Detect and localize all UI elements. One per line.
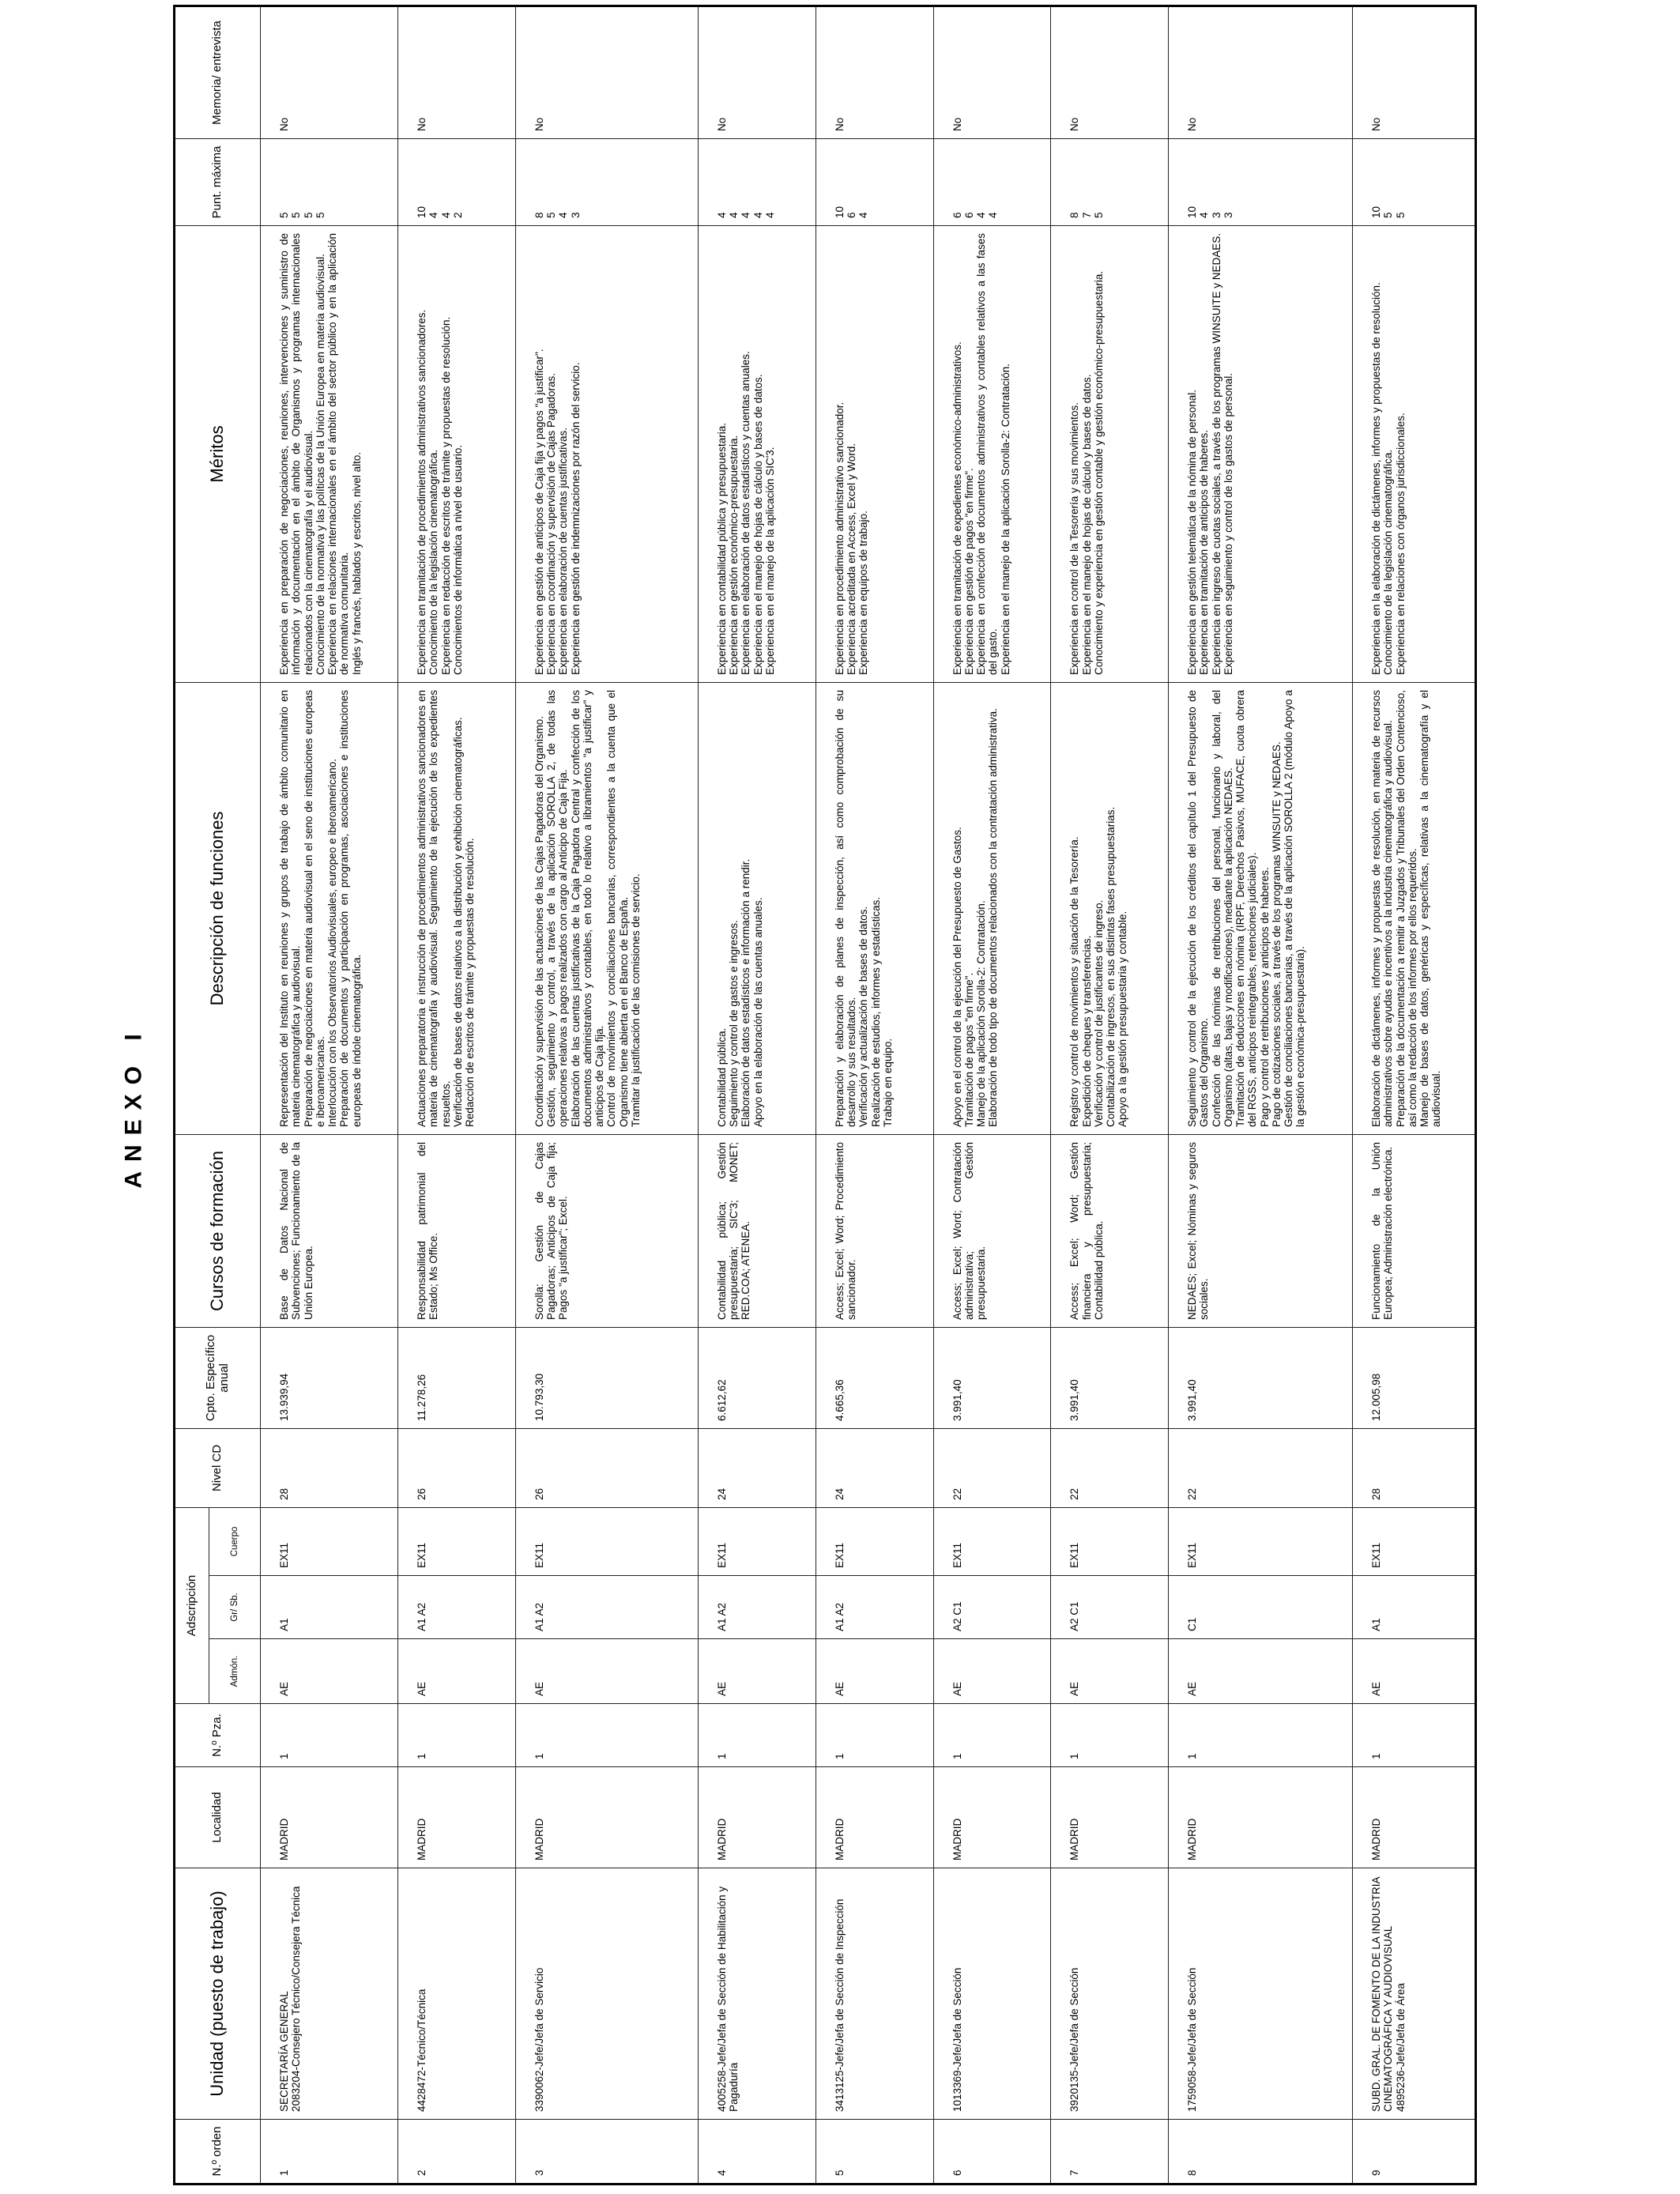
table-row	[933, 6, 1051, 2184]
cell-memoria: No	[398, 6, 516, 138]
punt-line: 4	[751, 212, 764, 218]
descripcion-line: Actuaciones preparatoria e instrucción de procedimientos administrativos sancionadores en materia de cinematografía y audiovisual. Seguimiento de la ejecución de los expedientes resueltos.	[416, 689, 452, 1127]
cell-cpto: 4.665,36	[816, 1327, 933, 1428]
cell-nivel: 28	[1353, 1428, 1476, 1507]
cell-nivel: 22	[1051, 1428, 1169, 1507]
header-grsb: Gr/ Sb.	[209, 1576, 261, 1639]
meritos-line: Experiencia en gestión de indemnizaciones por razón del servicio.	[569, 362, 582, 675]
descripcion-line: Trabajo en equipo.	[881, 1038, 894, 1127]
cell-npza: 1	[1353, 1704, 1476, 1767]
cell-memoria: No	[1169, 6, 1353, 138]
cell-cpto: 13.939,94	[261, 1327, 398, 1428]
meritos-line: Experiencia en gestión de anticipos de Caja fija y pagos "a justificar".	[533, 349, 545, 675]
unidad-line: 4428472-Técnico/Técnica	[416, 1989, 428, 2112]
cell-admon: AE	[398, 1639, 516, 1704]
descripcion-line: Interlocución con los Observatorios Audiovisuales, europeo e iberoamericano.	[326, 758, 338, 1127]
cell-punt	[1051, 138, 1169, 225]
cell-orden: 3	[515, 2120, 698, 2185]
descripcion-line: Control de movimientos y conciliaciones bancarias, correspondientes a la cuenta que el Organismo tiene abierta en el Banco de España.	[605, 689, 630, 1127]
cell-meritos	[933, 225, 1051, 682]
descripcion-line: Elaboración de las cuentas justificativas de la Caja Pagadora Central y confección de los documentos administrativos y contables, en todo lo relativo a libramientos "a justificar" y anticipos de Caja fija.	[569, 689, 606, 1127]
cell-grsb: A1 A2	[515, 1576, 698, 1639]
cell-cpto: 3.991,40	[1051, 1327, 1169, 1428]
cell-cuerpo: EX11	[515, 1507, 698, 1575]
table-row	[1051, 6, 1169, 2184]
punt-line: 2	[451, 212, 464, 218]
cell-grsb: A1 A2	[398, 1576, 516, 1639]
cell-meritos	[398, 225, 516, 682]
meritos-line: Experiencia en procedimiento administrativo sancionador.	[833, 401, 846, 675]
cell-npza: 1	[698, 1704, 816, 1767]
cell-cursos: Sorolla: Gestión de Cajas Pagadoras; Anticipos de Caja fija; Pagos "a justificar"; Excel.	[515, 1134, 698, 1327]
cell-orden: 1	[261, 2120, 398, 2185]
meritos-line: Inglés y francés, hablados y escritos, nivel alto.	[350, 451, 363, 675]
cell-npza: 1	[1169, 1704, 1353, 1767]
punt-line: 4	[987, 212, 1000, 218]
cell-memoria: No	[698, 6, 816, 138]
cell-npza: 1	[515, 1704, 698, 1767]
cell-localidad: MADRID	[515, 1767, 698, 1868]
punt-line: 4	[728, 212, 740, 218]
meritos-line: Experiencia en control de la Tesorería y sus movimientos.	[1068, 402, 1081, 675]
meritos-line: Experiencia en coordinación y supervisión de Cajas Pagadoras.	[545, 372, 558, 675]
cell-admon: AE	[933, 1639, 1051, 1704]
vacancy-table	[173, 5, 1477, 2185]
cell-cuerpo: EX11	[1169, 1507, 1353, 1575]
punt-line: 4	[740, 212, 752, 218]
document-title-text: ANEXO I	[121, 1024, 148, 1189]
cell-npza: 1	[398, 1704, 516, 1767]
unidad-line: 3920135-Jefe/Jefa de Sección	[1068, 1967, 1081, 2112]
descripcion-line: Preparación y elaboración de planes de inspección, así como comprobación de su desarrollo y sus resultados.	[833, 689, 857, 1127]
cell-orden: 7	[1051, 2120, 1169, 2185]
table-row	[398, 6, 516, 2184]
cell-memoria: No	[261, 6, 398, 138]
table-row	[816, 6, 933, 2184]
header-unidad: Unidad (puesto de trabajo)	[175, 1868, 261, 2120]
header-localidad: Localidad	[175, 1767, 261, 1868]
header-npza: N.º Pza.	[175, 1704, 261, 1767]
cell-grsb: A2 C1	[1051, 1576, 1169, 1639]
cell-descripcion	[1051, 682, 1169, 1134]
punt-line: 4	[763, 212, 776, 218]
meritos-line: Experiencia en redacción de escritos de trámite y propuestas de resolución.	[439, 316, 452, 675]
descripcion-line: Representación del Instituto en reuniones y grupos de trabajo de ámbito comunitario en materia cinematográfica y audiovisual.	[278, 689, 303, 1127]
descripcion-line: Preparación de negociaciones en materia audiovisual en el seno de instituciones europeas e iberoamericanas.	[302, 689, 326, 1127]
descripcion-line: Apoyo a la gestión presupuestaria y contable.	[1117, 910, 1129, 1127]
cell-admon: AE	[1353, 1639, 1476, 1704]
cell-punt	[1353, 138, 1476, 225]
cell-admon: AE	[816, 1639, 933, 1704]
cell-cuerpo: EX11	[816, 1507, 933, 1575]
cell-cuerpo: EX11	[1353, 1507, 1476, 1575]
cell-nivel: 26	[398, 1428, 516, 1507]
header-adscripcion: Adscripción	[175, 1507, 209, 1703]
descripcion-line: Preparación de la documentación a remitir a Juzgados y Tribunales del Orden Contencioso, así como la redacción de los informes por ellos requeridos.	[1394, 689, 1418, 1127]
cell-descripcion	[698, 682, 816, 1134]
cell-localidad: MADRID	[698, 1767, 816, 1868]
cell-cuerpo: EX11	[933, 1507, 1051, 1575]
meritos-line: Conocimiento de la legislación cinematográfica.	[428, 449, 440, 675]
descripcion-line: Pago de cotizaciones sociales, a través de los programas WINSUITE y NEDAES.	[1270, 741, 1283, 1127]
descripcion-line: Elaboración de datos estadísticos e información a rendir.	[740, 858, 752, 1127]
punt-line: 5	[545, 212, 558, 218]
punt-line: 3	[569, 212, 582, 218]
cell-unidad	[933, 1868, 1051, 2120]
meritos-line: Conocimiento de la legislación cinematográfica.	[1382, 449, 1395, 675]
descripcion-line: Confección de las nóminas de retribuciones del personal, funcionario y laboral, del Organismo (altas, bajas y modificaciones), mediante la aplicación NEDAES.	[1210, 689, 1234, 1127]
cell-unidad	[698, 1868, 816, 2120]
cell-grsb: A2 C1	[933, 1576, 1051, 1639]
cell-nivel: 24	[816, 1428, 933, 1507]
header-cursos: Cursos de formación	[175, 1134, 261, 1327]
cell-npza: 1	[933, 1704, 1051, 1767]
punt-line: 4	[428, 212, 440, 218]
unidad-line: 3390062-Jefe/Jefa de Servicio	[533, 1967, 545, 2112]
cell-meritos	[1169, 225, 1353, 682]
cell-admon: AE	[1051, 1639, 1169, 1704]
cell-punt	[1169, 138, 1353, 225]
meritos-line: Experiencia en tramitación de anticipos de haberes.	[1198, 430, 1211, 675]
table-row	[698, 6, 816, 2184]
descripcion-line: Elaboración de dictámenes, informes y propuestas de resolución, en materia de recursos administrativos sobre ayudas e incentivos a la industria cinematográfica y audiovisual.	[1370, 689, 1395, 1127]
unidad-line: 4895236-Jefe/Jefa de Área	[1394, 1983, 1407, 2112]
cell-meritos	[515, 225, 698, 682]
punt-line: 10	[416, 205, 428, 218]
punt-line: 4	[715, 212, 728, 218]
descripcion-line: Preparación de documentos y participación en programas, asociaciones e instituciones europeas de índole cinematográfica.	[338, 689, 363, 1127]
cell-grsb: A1 A2	[816, 1576, 933, 1639]
cell-cpto: 10.793,30	[515, 1327, 698, 1428]
cell-memoria: No	[933, 6, 1051, 138]
descripcion-line: Contabilidad pública.	[715, 1027, 728, 1127]
header-cpto: Cpto. Específico anual	[175, 1327, 261, 1428]
punt-line: 4	[857, 212, 870, 218]
cell-punt	[698, 138, 816, 225]
meritos-line: Conocimientos de informática a nivel de usuario.	[451, 444, 464, 675]
cell-localidad: MADRID	[1353, 1767, 1476, 1868]
punt-line: 5	[1092, 212, 1105, 218]
punt-line: 8	[533, 212, 545, 218]
meritos-line: Experiencia en la elaboración de dictámenes, informes y propuestas de resolución.	[1370, 282, 1383, 675]
cell-npza: 1	[816, 1704, 933, 1767]
meritos-line: Conocimiento de la normativa y las políticas de la Unión Europea en materia audiovisual.	[314, 254, 326, 675]
descripcion-line: Apoyo en el control de la ejecución del Presupuesto de Gastos.	[951, 827, 963, 1127]
cell-meritos	[816, 225, 933, 682]
header-nivel: Nivel CD	[175, 1428, 261, 1507]
punt-line: 8	[1068, 212, 1081, 218]
meritos-line: Experiencia en el manejo de hojas de cálculo y bases de datos.	[1080, 374, 1093, 675]
cell-descripcion	[261, 682, 398, 1134]
cell-cpto: 11.278,26	[398, 1327, 516, 1428]
cell-orden: 2	[398, 2120, 516, 2185]
meritos-line: Experiencia en tramitación de expedientes económico-administrativos.	[951, 341, 963, 675]
cell-punt	[933, 138, 1051, 225]
descripcion-line: Verificación y control de justificantes de ingreso.	[1092, 899, 1105, 1127]
meritos-line: Experiencia en elaboración de cuentas justificativas.	[557, 428, 570, 675]
descripcion-line: Gestión de conciliaciones bancarias, a través de la aplicación SOROLLA 2 (módulo Apoyo a la gestión económica-presupuestaria).	[1283, 689, 1307, 1127]
meritos-line: Conocimiento y experiencia en gestión contable y gestión económico-presupuestaria.	[1092, 270, 1105, 675]
cell-cuerpo: EX11	[398, 1507, 516, 1575]
descripcion-line: Tramitación de pagos "en firme".	[962, 972, 975, 1127]
punt-line: 4	[439, 212, 452, 218]
header-admon: Admón.	[209, 1639, 261, 1704]
table-frame	[173, 7, 1477, 2185]
meritos-line: Experiencia en gestión económico-presupuestaria.	[728, 435, 740, 675]
descripcion-line: Manejo de la aplicación Sorolla-2: Contratación.	[975, 900, 988, 1127]
descripcion-line: Tramitación de deducciones en nómina (IRPF, Derechos Pasivos, MUFACE, cuota obrera del RGSS, anticipos reintegrables, retenciones judiciales).	[1234, 689, 1259, 1127]
cell-grsb: A1	[1353, 1576, 1476, 1639]
unidad-line: 3413125-Jefe/Jefa de Sección de Inspección	[833, 1898, 846, 2112]
punt-line: 4	[1198, 212, 1211, 218]
cell-admon: AE	[261, 1639, 398, 1704]
cell-descripcion	[398, 682, 516, 1134]
punt-line: 6	[846, 212, 857, 218]
cell-orden: 4	[698, 2120, 816, 2185]
cell-unidad	[1353, 1868, 1476, 2120]
meritos-line: Experiencia en el manejo de la aplicación SIC'3.	[763, 447, 776, 675]
unidad-line: 4005258-Jefe/Jefa de Sección de Habilitación y Pagaduría	[715, 1886, 740, 2112]
meritos-line: Experiencia en elaboración de datos estadísticos y cuentas anuales.	[740, 351, 752, 675]
cell-meritos	[261, 225, 398, 682]
header-memoria: Memoria/ entrevista	[175, 6, 261, 138]
cell-orden: 9	[1353, 2120, 1476, 2185]
meritos-line: Experiencia en contabilidad pública y presupuestaria.	[715, 423, 728, 675]
table-row	[1353, 6, 1476, 2184]
cell-punt	[398, 138, 516, 225]
document-title	[111, 1024, 158, 1189]
descripcion-line: Contabilización de ingresos, en sus distintas fases presupuestarias.	[1105, 806, 1117, 1127]
table-row	[261, 6, 398, 2184]
cell-cuerpo: EX11	[261, 1507, 398, 1575]
cell-localidad: MADRID	[816, 1767, 933, 1868]
cell-unidad	[1051, 1868, 1169, 2120]
meritos-line: Experiencia en preparación de negociaciones, reuniones, intervenciones y suministro de información y documentación en el ámbito de Organismos y programas internacionales relacionados con la cinematografía y el audiovisual.	[278, 232, 315, 675]
header-meritos: Méritos	[175, 225, 261, 682]
cell-unidad	[398, 1868, 516, 2120]
meritos-line: Experiencia en el manejo de hojas de cálculo y bases de datos.	[751, 374, 764, 675]
meritos-line: Experiencia en equipos de trabajo.	[857, 511, 870, 675]
descripcion-line: Registro y control de movimientos y situación de la Tesorería.	[1068, 836, 1081, 1127]
cell-cursos: NEDAES; Excel; Nóminas y seguros sociales.	[1169, 1134, 1353, 1327]
cell-localidad: MADRID	[1169, 1767, 1353, 1868]
cell-localidad: MADRID	[261, 1767, 398, 1868]
cell-orden: 6	[933, 2120, 1051, 2185]
descripcion-line: Redacción de escritos de trámite y propuestas de resolución.	[464, 838, 477, 1127]
header-cuerpo: Cuerpo	[209, 1507, 261, 1575]
meritos-line: Experiencia en confección de documentos administrativos y contables relativos a las fases del gasto.	[975, 232, 1000, 675]
cell-descripcion	[1169, 682, 1353, 1134]
cell-punt	[816, 138, 933, 225]
punt-line: 6	[951, 212, 963, 218]
cell-cursos: Contabilidad pública; Gestión presupuestaria; SIC'3; MONET; RED.COA; ATENEA.	[698, 1134, 816, 1327]
unidad-line: SUBD. GRAL. DE FOMENTO DE LA INDUSTRIA CINEMATOGRÁFICA Y AUDIOVISUAL	[1370, 1877, 1395, 2112]
cell-grsb: A1 A2	[698, 1576, 816, 1639]
cell-cpto: 3.991,40	[1169, 1327, 1353, 1428]
cell-unidad	[261, 1868, 398, 2120]
descripcion-line: Pago y control de retribuciones y anticipos de haberes.	[1258, 867, 1271, 1127]
punt-line: 5	[302, 212, 315, 218]
meritos-line: Experiencia en relaciones internacionales en el ámbito del sector público y en la aplicación de normativa comunitaria.	[326, 232, 351, 675]
punt-line: 10	[833, 205, 846, 218]
cell-unidad	[816, 1868, 933, 2120]
header-descripcion: Descripción de funciones	[175, 682, 261, 1134]
cell-punt	[515, 138, 698, 225]
punt-line: 3	[1222, 212, 1234, 218]
cell-cpto: 3.991,40	[933, 1327, 1051, 1428]
cell-localidad: MADRID	[933, 1767, 1051, 1868]
cell-cursos: Access; Excel; Word; Contratación administrativa; Gestión presupuestaria.	[933, 1134, 1051, 1327]
meritos-line: Experiencia acreditada en Access, Excel y Word.	[846, 443, 857, 675]
punt-line: 6	[962, 212, 975, 218]
punt-line: 10	[1186, 205, 1199, 218]
punt-line: 5	[278, 212, 290, 218]
descripcion-line: Realización de estudios, informes y estadísticas.	[869, 896, 882, 1127]
cell-nivel: 26	[515, 1428, 698, 1507]
cell-cursos: Base de Datos Nacional de Subvenciones; Funcionamiento de la Unión Europea.	[261, 1134, 398, 1327]
punt-line: 10	[1370, 205, 1383, 218]
descripcion-line: Verificación de bases de datos relativos a la distribución y exhibición cinematográficas.	[451, 717, 464, 1127]
descripcion-line: Tramitar la justificación de las comisiones de servicio.	[629, 873, 642, 1127]
cell-meritos	[1051, 225, 1169, 682]
cell-cpto: 6.612,62	[698, 1327, 816, 1428]
table-row	[1169, 6, 1353, 2184]
cell-memoria: No	[515, 6, 698, 138]
cell-memoria: No	[1051, 6, 1169, 138]
header-orden: N.º orden	[175, 2120, 261, 2185]
cell-grsb: C1	[1169, 1576, 1353, 1639]
cell-localidad: MADRID	[398, 1767, 516, 1868]
descripcion-line: Verificación y actualización de bases de datos.	[857, 906, 870, 1127]
meritos-line: Experiencia en seguimiento y control de los gastos de personal.	[1222, 372, 1234, 675]
cell-cursos: Access; Excel; Word; Procedimiento sancionador.	[816, 1134, 933, 1327]
table-row	[515, 6, 698, 2184]
cell-admon: AE	[698, 1639, 816, 1704]
punt-line: 5	[314, 212, 326, 218]
unidad-line: 1759058-Jefe/Jefa de Sección	[1186, 1967, 1199, 2112]
cell-cpto: 12.005,98	[1353, 1327, 1476, 1428]
header-punt: Punt. máxima	[175, 138, 261, 225]
cell-grsb: A1	[261, 1576, 398, 1639]
meritos-line: Experiencia en ingreso de cuotas sociales, a través de los programas WINSUITE y NEDAES.	[1210, 232, 1222, 675]
meritos-line: Experiencia en relaciones con órganos jurisdiccionales.	[1394, 413, 1407, 675]
punt-line: 5	[1382, 212, 1395, 218]
cell-admon: AE	[1169, 1639, 1353, 1704]
cell-nivel: 24	[698, 1428, 816, 1507]
cell-admon: AE	[515, 1639, 698, 1704]
descripcion-line: Expedición de cheques y transferencias.	[1080, 935, 1093, 1127]
descripcion-line: Gestión, seguimiento y control, a través de la aplicación SOROLLA 2, de todas las operaciones relativas a pagos realizados con cargo al Anticipo de Caja Fija.	[545, 689, 570, 1127]
punt-line: 5	[290, 212, 303, 218]
cell-meritos	[698, 225, 816, 682]
cell-cursos: Responsabilidad patrimonial del Estado; Ms Office.	[398, 1134, 516, 1327]
descripcion-line: Apoyo en la elaboración de las cuentas anuales.	[751, 897, 764, 1127]
cell-nivel: 22	[933, 1428, 1051, 1507]
cell-orden: 8	[1169, 2120, 1353, 2185]
cell-meritos	[1353, 225, 1476, 682]
meritos-line: Experiencia en gestión telemática de la nómina de personal.	[1186, 389, 1199, 675]
cell-npza: 1	[1051, 1704, 1169, 1767]
cell-npza: 1	[261, 1704, 398, 1767]
cell-unidad	[1169, 1868, 1353, 2120]
cell-cuerpo: EX11	[1051, 1507, 1169, 1575]
punt-line: 5	[1394, 212, 1407, 218]
cell-cursos: Access; Excel; Word; Gestión financiera y presupuestaria; Contabilidad pública.	[1051, 1134, 1169, 1327]
cell-descripcion	[816, 682, 933, 1134]
cell-memoria: No	[1353, 6, 1476, 138]
cell-punt	[261, 138, 398, 225]
punt-line: 7	[1080, 212, 1093, 218]
meritos-line: Experiencia en gestión de pagos "en firme".	[962, 468, 975, 675]
cell-orden: 5	[816, 2120, 933, 2185]
punt-line: 4	[975, 212, 988, 218]
cell-cuerpo: EX11	[698, 1507, 816, 1575]
punt-line: 4	[557, 212, 570, 218]
cell-localidad: MADRID	[1051, 1767, 1169, 1868]
descripcion-line: Seguimiento y control de gastos e ingresos.	[728, 920, 740, 1127]
cell-descripcion	[1353, 682, 1476, 1134]
meritos-line: Experiencia en el manejo de la aplicación Sorolla-2: Contratación.	[999, 363, 1011, 675]
punt-line: 3	[1210, 212, 1222, 218]
table-body	[261, 6, 1476, 2184]
unidad-line: SECRETARÍA GENERAL	[278, 1991, 290, 2112]
cell-descripcion	[515, 682, 698, 1134]
descripcion-line: Seguimiento y control de la ejecución de los créditos del capítulo 1 del Presupuesto de Gastos del Organismo.	[1186, 689, 1211, 1127]
cell-nivel: 22	[1169, 1428, 1353, 1507]
cell-cursos: Funcionamiento de la Unión Europea; Administración electrónica.	[1353, 1134, 1476, 1327]
unidad-line: 2083204-Consejero Técnico/Consejera Técnica	[290, 1886, 303, 2112]
cell-memoria: No	[816, 6, 933, 138]
descripcion-line: Coordinación y supervisión de las actuaciones de las Cajas Pagadoras del Organismo.	[533, 715, 545, 1127]
descripcion-line: Manejo de bases de datos, genéricas y específicas, relativas a la cinematografía y el audiovisual.	[1418, 689, 1443, 1127]
cell-unidad	[515, 1868, 698, 2120]
cell-descripcion	[933, 682, 1051, 1134]
unidad-line: 1013369-Jefe/Jefa de Sección	[951, 1967, 963, 2112]
descripcion-line: Elaboración de todo tipo de documentos relacionados con la contratación administrativa.	[987, 708, 1000, 1127]
cell-nivel: 28	[261, 1428, 398, 1507]
meritos-line: Experiencia en tramitación de procedimientos administrativos sancionadores.	[416, 309, 428, 675]
